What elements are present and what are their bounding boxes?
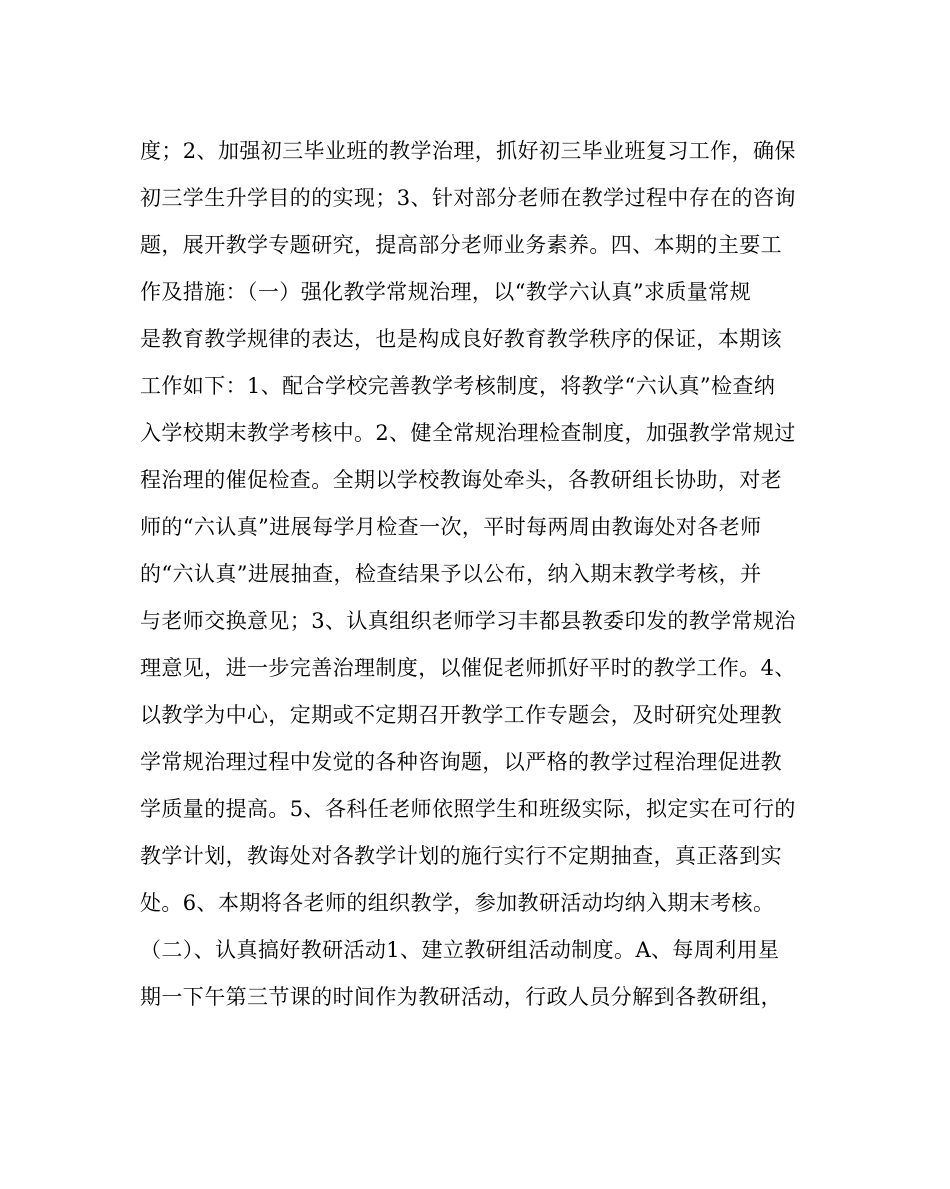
text-line-17: 处。6、本期将各老师的组织教学，参加教研活动均纳入期末考核。 [140,891,775,915]
text-line-2: 初三学生升学目的的实现；3、针对部分老师在教学过程中存在的咨询 [140,186,796,210]
text-line-14: 学常规治理过程中发觉的各种咨询题，以严格的教学过程治理促进教 [140,750,782,774]
text-line-3: 题，展开教学专题研究，提高部分老师业务素养。四、本期的主要工 [140,233,782,257]
text-line-7: 入学校期末教学考核中。2、健全常规治理检查制度，加强教学常规过 [140,421,796,445]
text-line-15: 学质量的提高。5、各科任老师依照学生和班级实际，拟定实在可行的 [140,797,796,821]
text-line-5: 是教育教学规律的表达，也是构成良好教育教学秩序的保证，本期该 [140,327,782,351]
text-line-13: 以教学为中心，定期或不定期召开教学工作专题会，及时研究处理教 [140,703,782,727]
text-line-6: 工作如下：1、配合学校完善教学考核制度，将教学“六认真”检查纳 [140,374,776,398]
text-line-16: 教学计划，教诲处对各教学计划的施行实行不定期抽查，真正落到实 [140,844,782,868]
text-line-10: 的“六认真”进展抽查，检查结果予以公布，纳入期末教学考核，并 [140,562,762,586]
text-line-19: 期一下午第三节课的时间作为教研活动，行政人员分解到各教研组， [140,985,782,1009]
body-text [140,128,820,1021]
text-line-1: 度；2、加强初三毕业班的教学治理，抓好初三毕业班复习工作，确保 [140,139,796,163]
text-line-18: （二）、认真搞好教研活动1、建立教研组活动制度。A、每周利用星 [140,938,780,962]
text-line-12: 理意见，进一步完善治理制度，以催促老师抓好平时的教学工作。4、 [140,656,796,680]
text-line-8: 程治理的催促检查。全期以学校教诲处牵头，各教研组长协助，对老 [140,468,782,492]
text-line-11: 与老师交换意见；3、认真组织老师学习丰都县教委印发的教学常规治 [140,609,796,633]
text-line-9: 师的“六认真”进展每学月检查一次，平时每两周由教诲处对各老师 [140,515,762,539]
text-line-4: 作及措施：（一）强化教学常规治理，以“教学六认真”求质量常规 [140,280,751,304]
